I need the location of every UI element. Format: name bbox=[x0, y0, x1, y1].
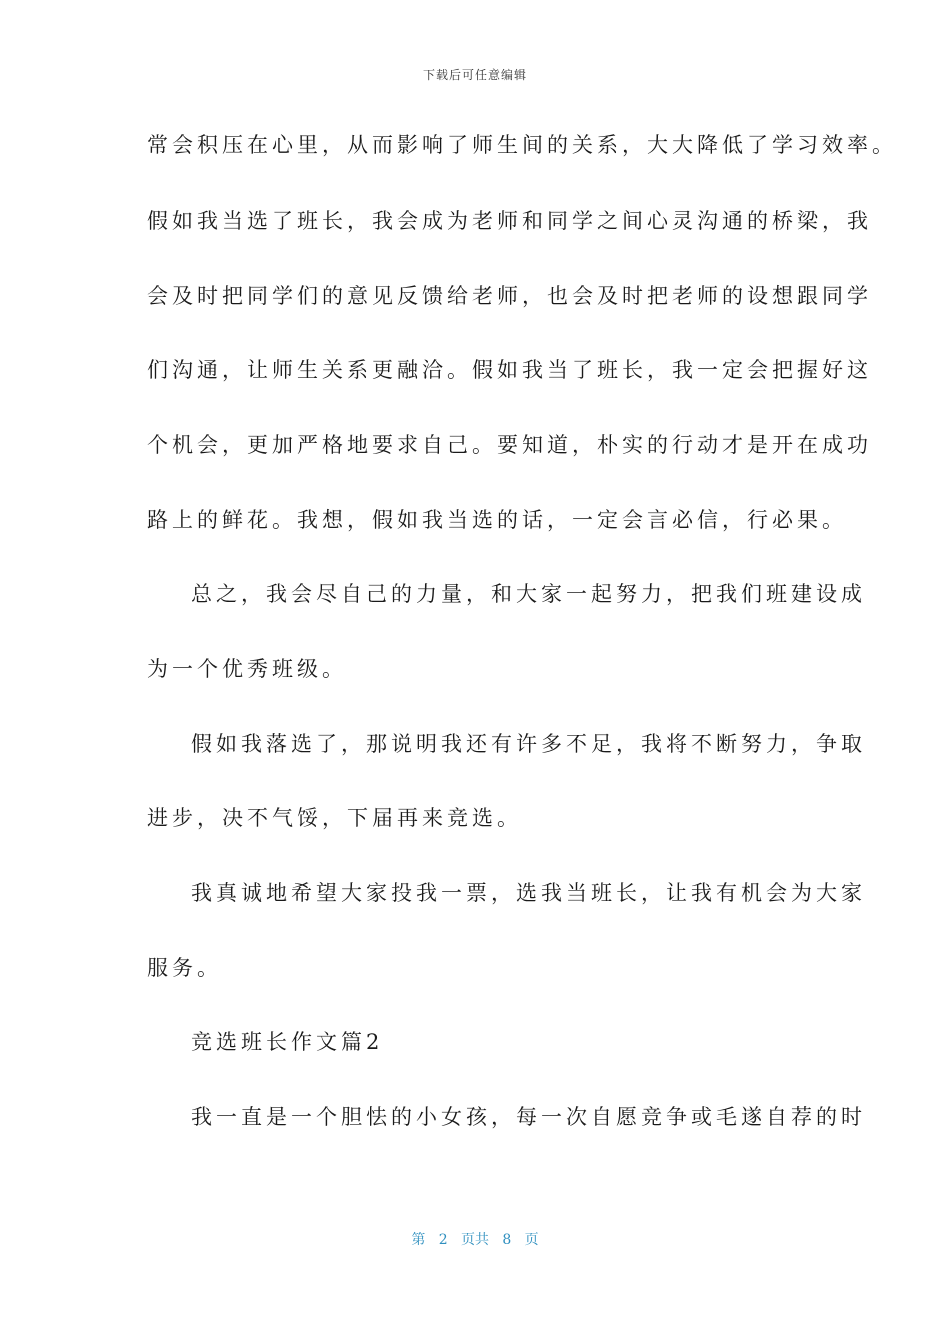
paragraph-first-line: 我真诚地希望大家投我一票，选我当班长，让我有机会为大家 bbox=[191, 881, 866, 905]
footer-prefix: 第 bbox=[411, 1232, 426, 1248]
text-line: 路上的鲜花。我想，假如我当选的话，一定会言必信，行必果。 bbox=[147, 508, 847, 532]
paragraph-first-line: 我一直是一个胆怯的小女孩，每一次自愿竞争或毛遂自荐的时 bbox=[191, 1105, 866, 1129]
page-footer bbox=[0, 1229, 950, 1249]
text-line: 为一个优秀班级。 bbox=[147, 657, 347, 681]
text-line: 们沟通，让师生关系更融洽。假如我当了班长，我一定会把握好这 bbox=[147, 358, 872, 382]
paragraph-first-line: 总之，我会尽自己的力量，和大家一起努力，把我们班建设成 bbox=[191, 582, 866, 606]
text-line: 服务。 bbox=[147, 956, 222, 980]
page-header: 下载后可任意编辑 bbox=[422, 68, 527, 82]
footer-middle: 页共 bbox=[461, 1232, 489, 1248]
text-line: 会及时把同学们的意见反馈给老师，也会及时把老师的设想跟同学 bbox=[147, 284, 872, 308]
section-heading: 竞选班长作文篇2 bbox=[191, 1030, 384, 1054]
text-line: 假如我当选了班长，我会成为老师和同学之间心灵沟通的桥梁，我 bbox=[147, 209, 872, 233]
text-line: 常会积压在心里，从而影响了师生间的关系，大大降低了学习效率。 bbox=[147, 133, 897, 157]
footer-page-number: 2 bbox=[438, 1232, 448, 1248]
paragraph-first-line: 假如我落选了，那说明我还有许多不足，我将不断努力，争取 bbox=[191, 732, 866, 756]
text-line: 个机会，更加严格地要求自己。要知道，朴实的行动才是开在成功 bbox=[147, 433, 872, 457]
footer-suffix: 页 bbox=[524, 1232, 539, 1248]
footer-total-pages: 8 bbox=[502, 1232, 512, 1248]
text-line: 进步，决不气馁，下届再来竞选。 bbox=[147, 806, 522, 830]
